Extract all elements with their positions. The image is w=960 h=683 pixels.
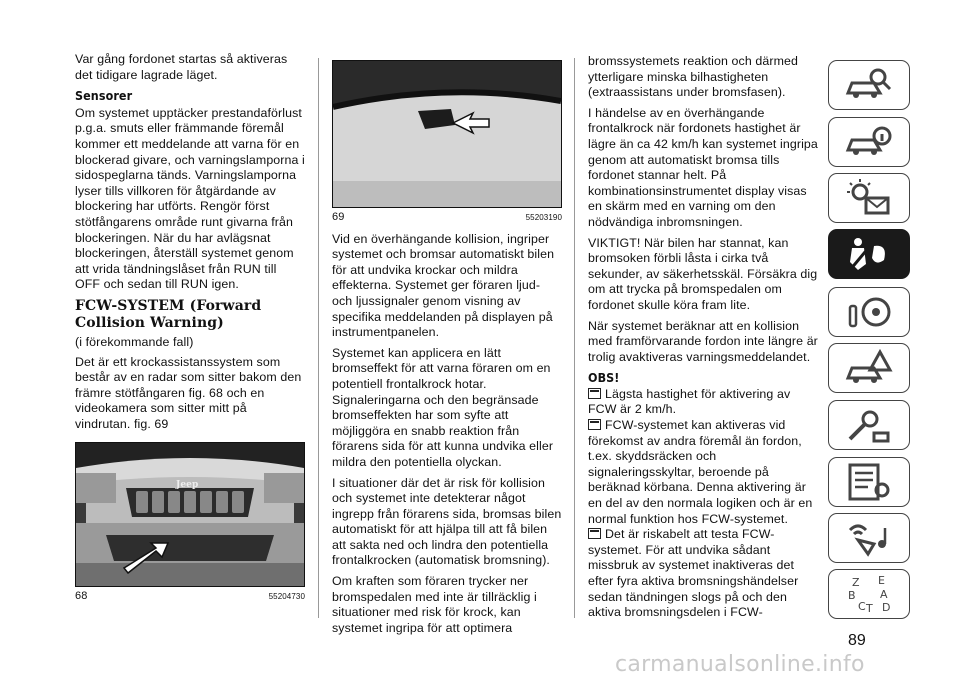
- fcw-paragraph: Det är ett krockassistanssystem som består av en radar som sitter bakom den främre stötfångaren fig. 68 och en videokamera som sitter mitt på vindrutan. fig. 69: [75, 354, 302, 431]
- windshield-photo: [333, 61, 561, 207]
- watermark: carmanualsonline.info: [615, 652, 865, 677]
- car-breakdown-icon: [844, 348, 894, 388]
- figure-69: [332, 60, 562, 226]
- note-icon: [588, 388, 601, 399]
- index-letter: Z: [852, 576, 860, 589]
- tab-multimedia[interactable]: [828, 513, 910, 563]
- col3-paragraph-3: VIKTIGT! När bilen har stannat, kan bromsoken förbli låsta i cirka två sekunder, av säkerhetsskäl. Försäkra dig om att trycka på bromspedalen om fordonet skulle köra fram lite.: [588, 235, 818, 312]
- note-text: FCW-systemet kan aktiveras vid förekomst av andra föremål än fordon, t.ex. skyddsräcken och signaleringsskyltar, beroende på beräknad körbana. Denna aktivering är en del av den normala logiken och är en normal funktion hos FCW-systemet.: [588, 418, 813, 526]
- figure-69-caption: [332, 210, 562, 226]
- figure-69-image: [332, 60, 562, 208]
- tab-index[interactable]: [828, 569, 910, 619]
- intro-paragraph: Var gång fordonet startas så aktiveras det tidigare lagrade läget.: [75, 52, 288, 82]
- figure-68-code: 55204730: [268, 592, 305, 602]
- index-letter: A: [880, 588, 888, 601]
- car-info-icon: [844, 122, 894, 162]
- tab-warning-lights[interactable]: [828, 173, 910, 223]
- warning-lights-icon: [844, 178, 894, 218]
- note-icon: [588, 419, 601, 430]
- tab-breakdown[interactable]: [828, 343, 910, 393]
- index-letter: C: [858, 600, 866, 613]
- column-2: [332, 60, 562, 641]
- column-1: [75, 52, 305, 611]
- column-divider: [574, 58, 575, 618]
- note-text: Det är riskabelt att testa FCW-systemet. För att undvika sådant missbruk av systemet inaktiveras det efter fyra aktiva bromsningshändelser sedan tändningen slogs på och den aktiva bromsningsdelen i FCW-: [588, 527, 799, 620]
- car-front-photo: [76, 443, 304, 586]
- figure-69-code: 55203190: [525, 213, 562, 222]
- col3-paragraph-4: När systemet beräknar att en kollision med framförvarande fordon inte längre är trolig avaktiveras varningsmeddelandet.: [588, 318, 818, 364]
- index-letter: B: [848, 589, 856, 602]
- figure-68-image: [75, 442, 305, 587]
- index-letter: E: [878, 574, 885, 587]
- tab-car-search[interactable]: [828, 60, 910, 110]
- index-letter: T: [866, 602, 873, 614]
- col2-paragraph-4: Om kraften som föraren trycker ner bromspedalen med inte är tillräcklig i situationer med risk för krock, kan systemet ingripa för att optimera: [332, 574, 537, 635]
- figure-68-label: 68: [75, 590, 88, 603]
- car-search-icon: [844, 65, 894, 105]
- note-item: [588, 527, 818, 621]
- multimedia-icon: [844, 518, 894, 558]
- note-item: [588, 387, 818, 418]
- service-tools-icon: [844, 405, 894, 445]
- figure-68: [75, 442, 305, 605]
- notes-heading: OBS!: [588, 370, 620, 386]
- safety-airbag-icon: [844, 234, 894, 274]
- technical-data-icon: [844, 462, 894, 502]
- fcw-availability: (i förekommande fall): [75, 334, 194, 349]
- note-icon: [588, 528, 601, 539]
- tab-service[interactable]: [828, 400, 910, 450]
- tab-driving[interactable]: [828, 287, 910, 337]
- index-letter: D: [882, 601, 891, 614]
- note-text: Lägsta hastighet för aktivering av FCW är 2 km/h.: [588, 386, 791, 417]
- note-item: [588, 418, 818, 527]
- fcw-heading: FCW-SYSTEM (Forward Collision Warning): [75, 297, 262, 331]
- col2-paragraph-2: Systemet kan applicera en lätt bromseffekt för att varna föraren om en potentiell frontalkrock hotar. Signaleringarna och den begränsade bromseffekten har som syfte att möjliggöra en snabb reaktion från förarens sida för att kunna undvika eller mildra den potentiella olyckan.: [332, 345, 554, 469]
- sensors-paragraph: Om systemet upptäcker prestandaförlust p.g.a. smuts eller främmande föremål kommer ett meddelande att varna för en blockerad givare, och varningslamporna i sidospeglarna tänds. Varningslamporna lyser tills villkoren för åtgärdande av blockering har utförts. Rengör först stötfångarens område runt givarna från blockeringen. När du har avlägsnat blockeringen, återställ systemet genom att vrida tändningslåset från RUN till OFF och sedan till RUN igen.: [75, 105, 305, 292]
- tab-technical-data[interactable]: [828, 457, 910, 507]
- tab-safety[interactable]: [828, 229, 910, 279]
- column-3: [588, 54, 818, 621]
- driving-steering-icon: [844, 292, 894, 332]
- figure-69-label: 69: [332, 211, 345, 223]
- jeep-logo: Jeep: [176, 480, 199, 491]
- col3-paragraph-2: I händelse av en överhängande frontalkrock när fordonets hastighet är lägre än ca 42 km/h kan systemet ingripa genom att automatiskt bromsa tills fordonet stannar helt. På kombinationsinstrumentet display visas en skärm med en varning om den nödvändiga inbromsningen.: [588, 105, 818, 229]
- column-divider: [318, 58, 319, 618]
- index-icon: [844, 574, 894, 614]
- col3-paragraph-1: bromssystemets reaktion och därmed ytterligare minska bilhastigheten (extraassistans under bromsfasen).: [588, 54, 798, 100]
- figure-68-caption: [75, 589, 305, 605]
- col2-paragraph-3: I situationer där det är risk för kollision och systemet inte detekterar något ingrepp från förarens sida, bromsas bilen automatiskt för att hjälpa till att få bilen att sakta ned och lindra den potentiella frontalkrocken (automatisk bromsning).: [332, 475, 562, 568]
- sensors-heading: Sensorer: [75, 88, 133, 104]
- page-number: 89: [848, 632, 866, 649]
- col2-paragraph-1: Vid en överhängande kollision, ingriper systemet och bromsar automatiskt bilen för att undvika krockar och mildra effekterna. Systemet ger föraren ljud- och ljussignaler genom visning av specifika meddelanden på displayen på instrumentpanelen.: [332, 231, 555, 340]
- tab-car-info[interactable]: [828, 117, 910, 167]
